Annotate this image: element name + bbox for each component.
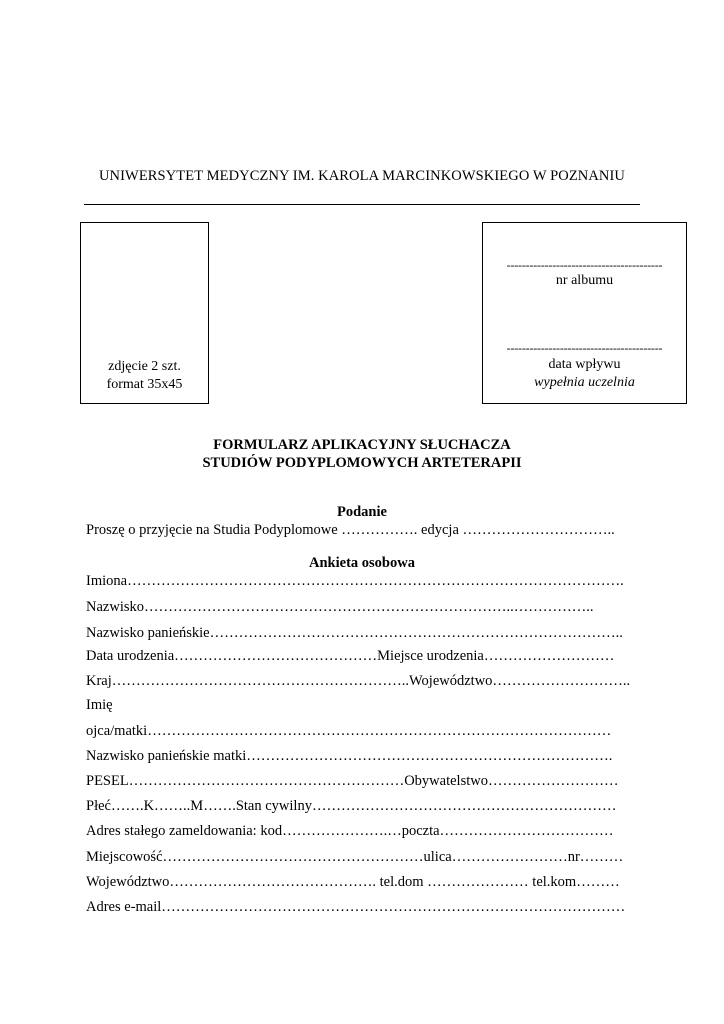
- field-nazwisko-panienskie-matki: Nazwisko panieńskie matki………………………………………………………………….: [86, 748, 613, 764]
- photo-count-label: zdjęcie 2 szt.: [108, 359, 181, 374]
- header-divider: [84, 204, 640, 205]
- field-kraj-wojewodztwo: Kraj……………………………………………………..Województwo………………………..: [86, 673, 631, 689]
- photo-format-label: format 35x45: [106, 377, 183, 392]
- album-number-label: nr albumu: [555, 273, 614, 288]
- field-adres-email: Adres e-mail……………………………………………………………………………………: [86, 899, 626, 915]
- field-imiona: Imiona………………………………………………………………………………………….: [86, 573, 624, 589]
- field-imie-ojca-matki: ojca/matki……………………………………………………………………………………: [86, 723, 612, 739]
- form-title-line2: STUDIÓW PODYPLOMOWYCH ARTETERAPII: [202, 455, 522, 471]
- field-nazwisko: Nazwisko…………………………………………………………………..……………..: [86, 599, 594, 615]
- university-header: UNIWERSYTET MEDYCZNY IM. KAROLA MARCINKOWSKIEGO W POZNANIU: [98, 168, 626, 184]
- arrival-date-label: data wpływu: [548, 357, 621, 372]
- field-miejscowosc-ulica-nr: Miejscowość………………………………………………ulica……………………nr………: [86, 849, 624, 865]
- podanie-heading: Podanie: [337, 504, 387, 520]
- photo-box-caption: [80, 358, 209, 394]
- field-nazwisko-panienskie: Nazwisko panieńskie…………………………………………………………………………..: [86, 625, 623, 641]
- ankieta-heading: Ankieta osobowa: [309, 555, 415, 571]
- field-adres-zameldowania: Adres stałego zameldowania: kod………………….…poczta………………………………: [86, 823, 614, 839]
- field-data-miejsce-urodzenia: Data urodzenia……………………………………Miejsce urodzenia………………………: [86, 648, 615, 664]
- podanie-text: Proszę o przyjęcie na Studia Podyplomowe ……………. edycja …………………………..: [86, 522, 615, 538]
- field-wojewodztwo-telefony: Województwo……………………………………. tel.dom ………………… tel.kom………: [86, 874, 620, 890]
- form-title-line1: FORMULARZ APLIKACYJNY SŁUCHACZA: [213, 437, 511, 453]
- album-number-dashline: -----------------------------------------: [506, 260, 663, 270]
- arrival-date-dashline: -----------------------------------------: [506, 343, 663, 353]
- filled-by-university-note: wypełnia uczelnia: [534, 375, 635, 390]
- field-imie-label: Imię: [86, 697, 113, 713]
- field-plec-stan-cywilny: Płeć…….K……..M…….Stan cywilny………………………………………………………: [86, 798, 617, 814]
- field-pesel-obywatelstwo: PESEL…………………………………………………Obywatelstwo………………………: [86, 773, 619, 789]
